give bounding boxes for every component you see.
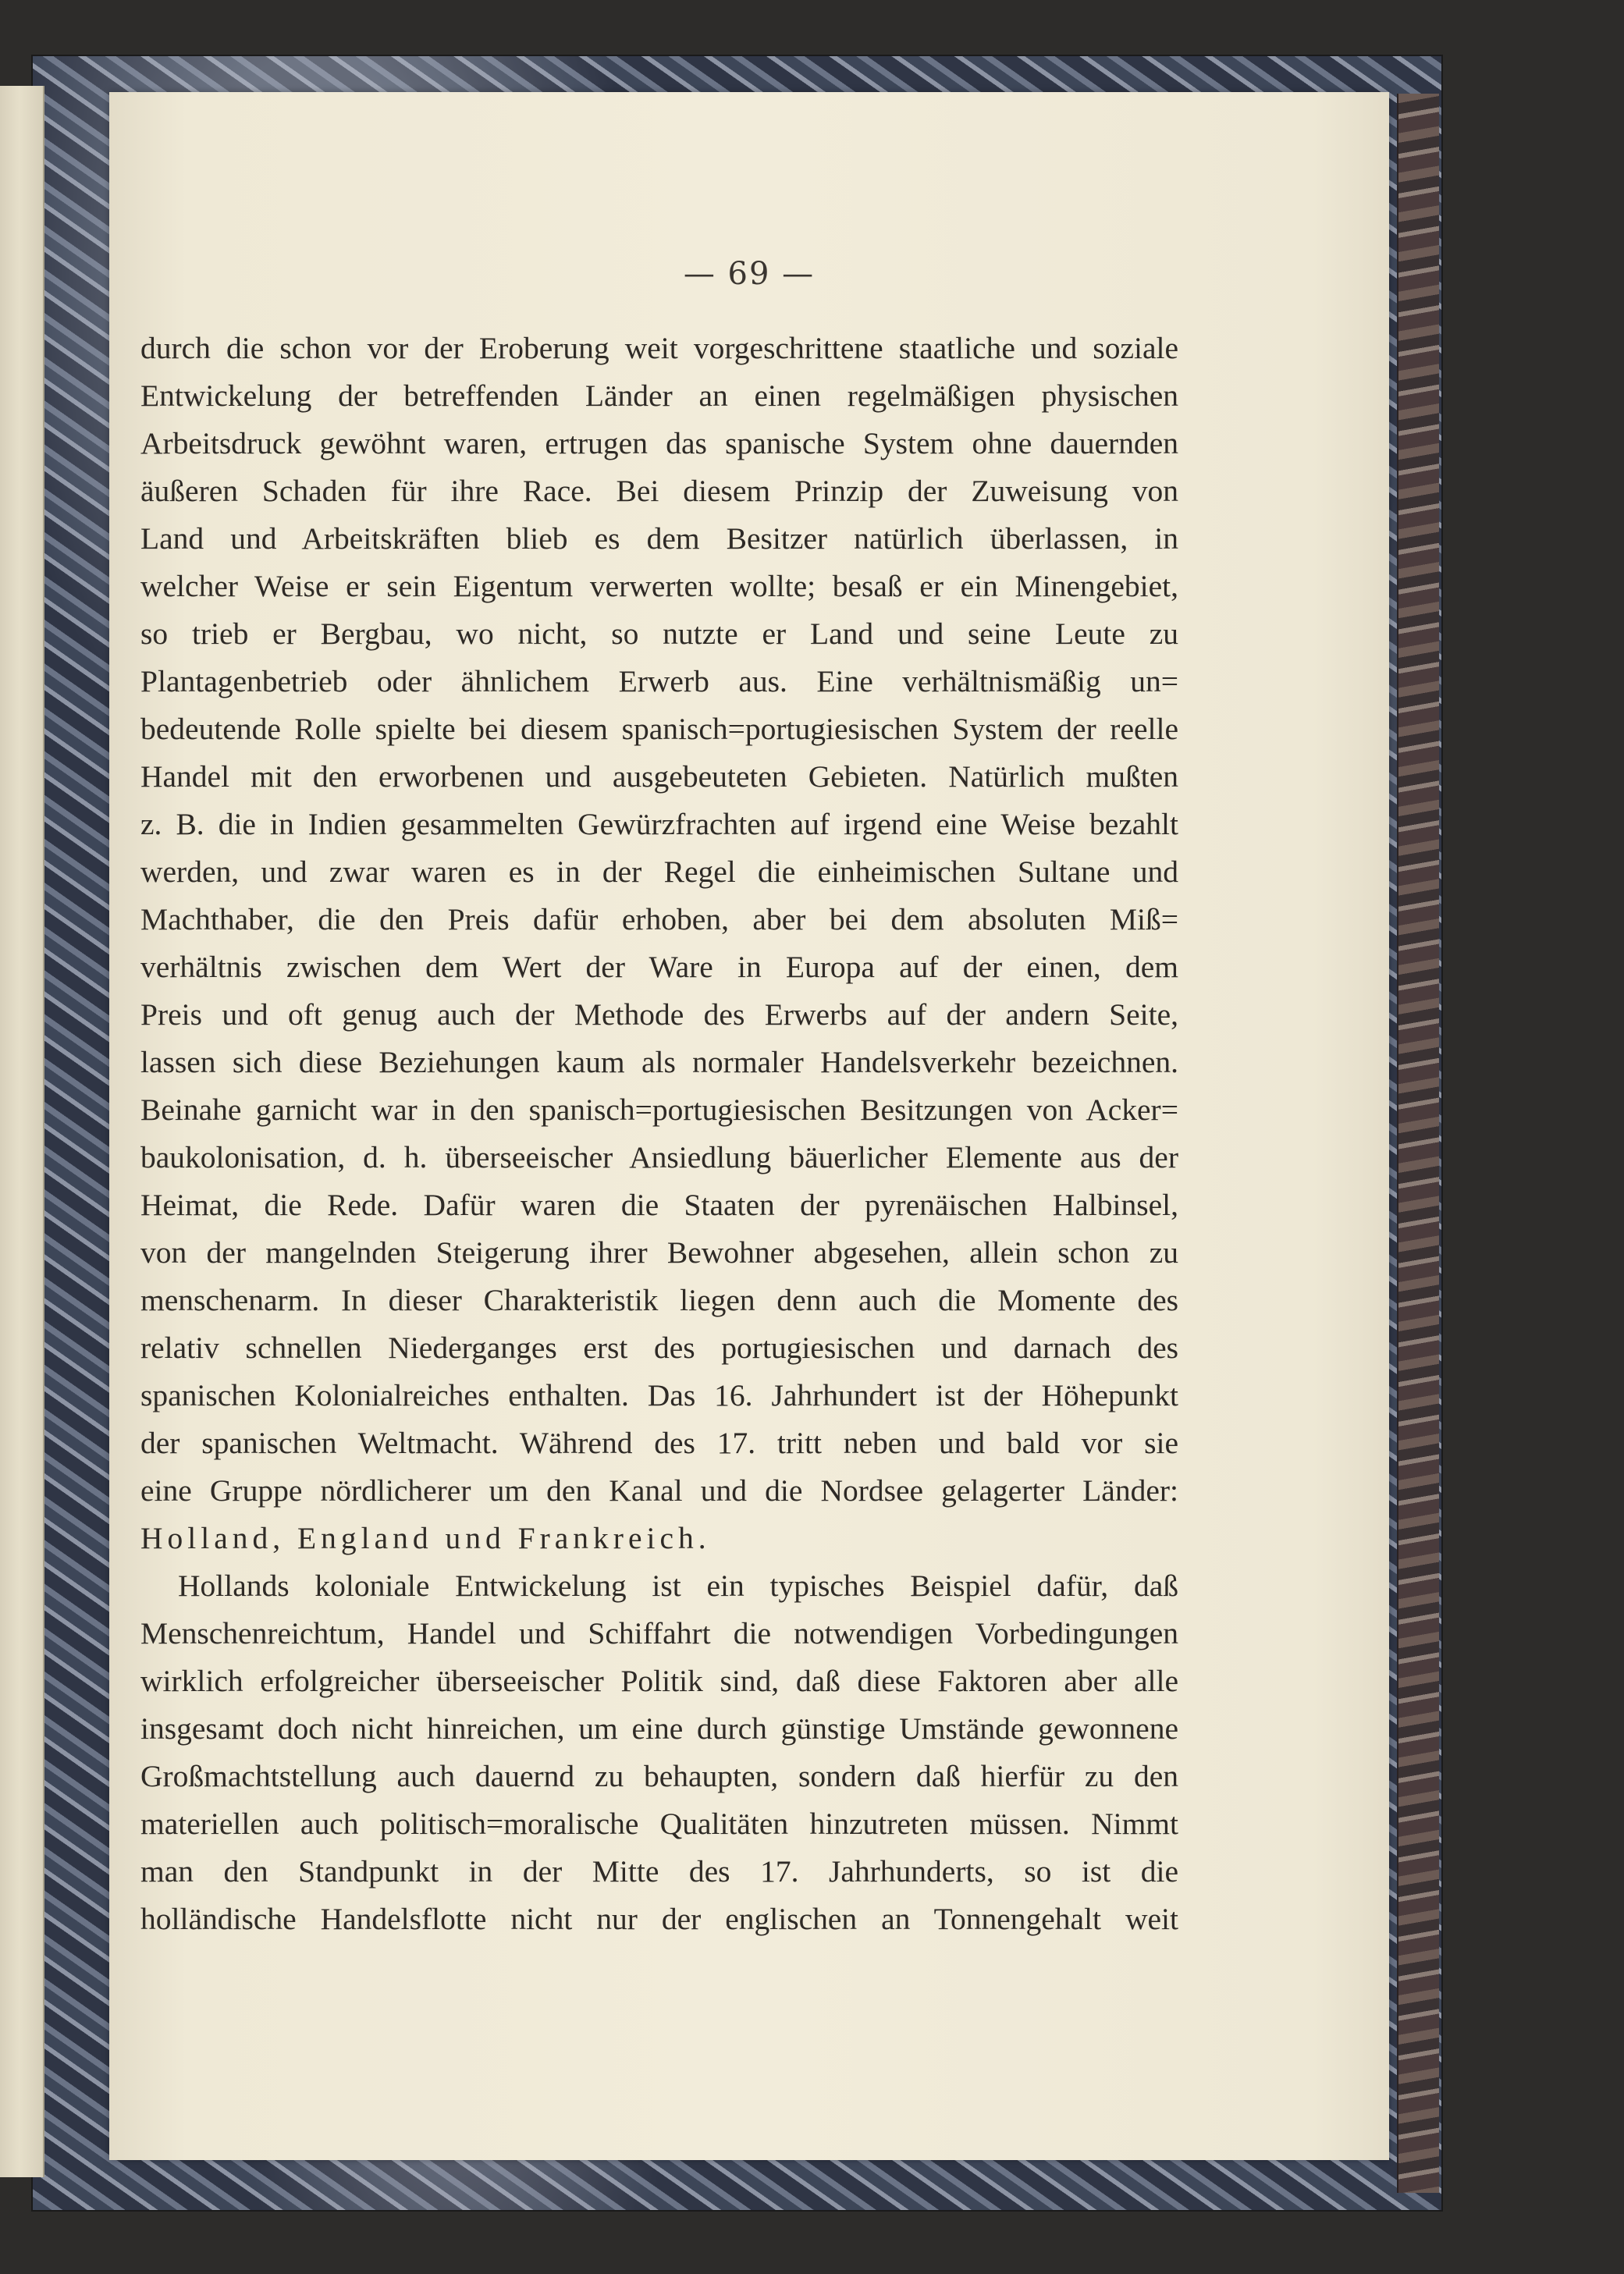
text-line: lassen sich diese Beziehungen kaum als normaler Handelsverkehr bezeichnen. xyxy=(140,1045,1178,1079)
text-line: Land und Arbeitskräften blieb es dem Besitzer natürlich überlassen, in xyxy=(140,521,1178,556)
text-line: Menschenreichtum, Handel und Schiffahrt die notwendigen Vorbedingungen xyxy=(140,1616,1178,1650)
text-line: Machthaber, die den Preis dafür erhoben, aber bei dem absoluten Miß= xyxy=(140,902,1178,936)
text-line: wirklich erfolgreicher überseeischer Politik sind, daß diese Faktoren aber alle xyxy=(140,1664,1178,1698)
facing-page-edge xyxy=(0,86,44,2177)
text-line: Beinahe garnicht war in den spanisch=portugiesischen Besitzungen von Acker= xyxy=(140,1093,1178,1127)
text-line: spanischen Kolonialreiches enthalten. Das 16. Jahrhundert ist der Höhepunkt xyxy=(140,1378,1178,1412)
cover-edge xyxy=(1397,94,1439,2193)
text-line: Heimat, die Rede. Dafür waren die Staaten der pyrenäischen Halbinsel, xyxy=(140,1188,1178,1222)
page-number: — 69 — xyxy=(683,256,816,292)
text-line: der spanischen Weltmacht. Während des 17. tritt neben und bald vor sie xyxy=(140,1426,1178,1460)
text-line: Großmachtstellung auch dauernd zu behaupten, sondern daß hierfür zu den xyxy=(140,1759,1178,1793)
text-line: eine Gruppe nördlicherer um den Kanal und die Nordsee gelagerter Länder: xyxy=(140,1473,1178,1508)
text-line: Arbeitsdruck gewöhnt waren, ertrugen das spanische System ohne dauernden xyxy=(140,426,1178,460)
body-text xyxy=(140,325,1178,1943)
text-line: durch die schon vor der Eroberung weit vorgeschrittene staatliche und soziale xyxy=(140,331,1178,365)
text-line: werden, und zwar waren es in der Regel die einheimischen Sultane und xyxy=(140,855,1178,889)
text-line: bedeutende Rolle spielte bei diesem spanisch=portugiesischen System der reelle xyxy=(140,712,1178,746)
text-line: Handel mit den erworbenen und ausgebeuteten Gebieten. Natürlich mußten xyxy=(140,759,1178,794)
text-line: Holland, England und Frankreich. xyxy=(140,1521,711,1555)
text-line: Hollands koloniale Entwickelung ist ein typisches Beispiel dafür, daß xyxy=(178,1569,1178,1603)
paragraph xyxy=(140,1562,1178,1943)
text-line: menschenarm. In dieser Charakteristik liegen denn auch die Momente des xyxy=(140,1283,1178,1317)
text-line: relativ schnellen Niederganges erst des portugiesischen und darnach des xyxy=(140,1331,1178,1365)
text-line: Plantagenbetrieb oder ähnlichem Erwerb aus. Eine verhältnismäßig un= xyxy=(140,664,1178,698)
paragraph xyxy=(140,325,1178,1562)
book-page xyxy=(109,92,1389,2160)
text-line: baukolonisation, d. h. überseeischer Ansiedlung bäuerlicher Elemente aus der xyxy=(140,1140,1178,1174)
text-line: äußeren Schaden für ihre Race. Bei diesem Prinzip der Zuweisung von xyxy=(140,474,1178,508)
text-line: Preis und oft genug auch der Methode des Erwerbs auf der andern Seite, xyxy=(140,997,1178,1032)
text-line: verhältnis zwischen dem Wert der Ware in Europa auf der einen, dem xyxy=(140,950,1178,984)
text-line: holländische Handelsflotte nicht nur der englischen an Tonnengehalt weit xyxy=(140,1902,1178,1936)
text-line: von der mangelnden Steigerung ihrer Bewohner abgesehen, allein schon zu xyxy=(140,1235,1178,1270)
text-line: man den Standpunkt in der Mitte des 17. Jahrhunderts, so ist die xyxy=(140,1854,1178,1888)
text-line: welcher Weise er sein Eigentum verwerten wollte; besaß er ein Minengebiet, xyxy=(140,569,1178,603)
text-line: so trieb er Bergbau, wo nicht, so nutzte er Land und seine Leute zu xyxy=(140,616,1178,651)
text-line: z. B. die in Indien gesammelten Gewürzfrachten auf irgend eine Weise bezahlt xyxy=(140,807,1178,841)
text-line: Entwickelung der betreffenden Länder an einen regelmäßigen physischen xyxy=(140,378,1178,413)
text-line: materiellen auch politisch=moralische Qualitäten hinzutreten müssen. Nimmt xyxy=(140,1807,1178,1841)
text-line: insgesamt doch nicht hinreichen, um eine durch günstige Umstände gewonnene xyxy=(140,1711,1178,1746)
